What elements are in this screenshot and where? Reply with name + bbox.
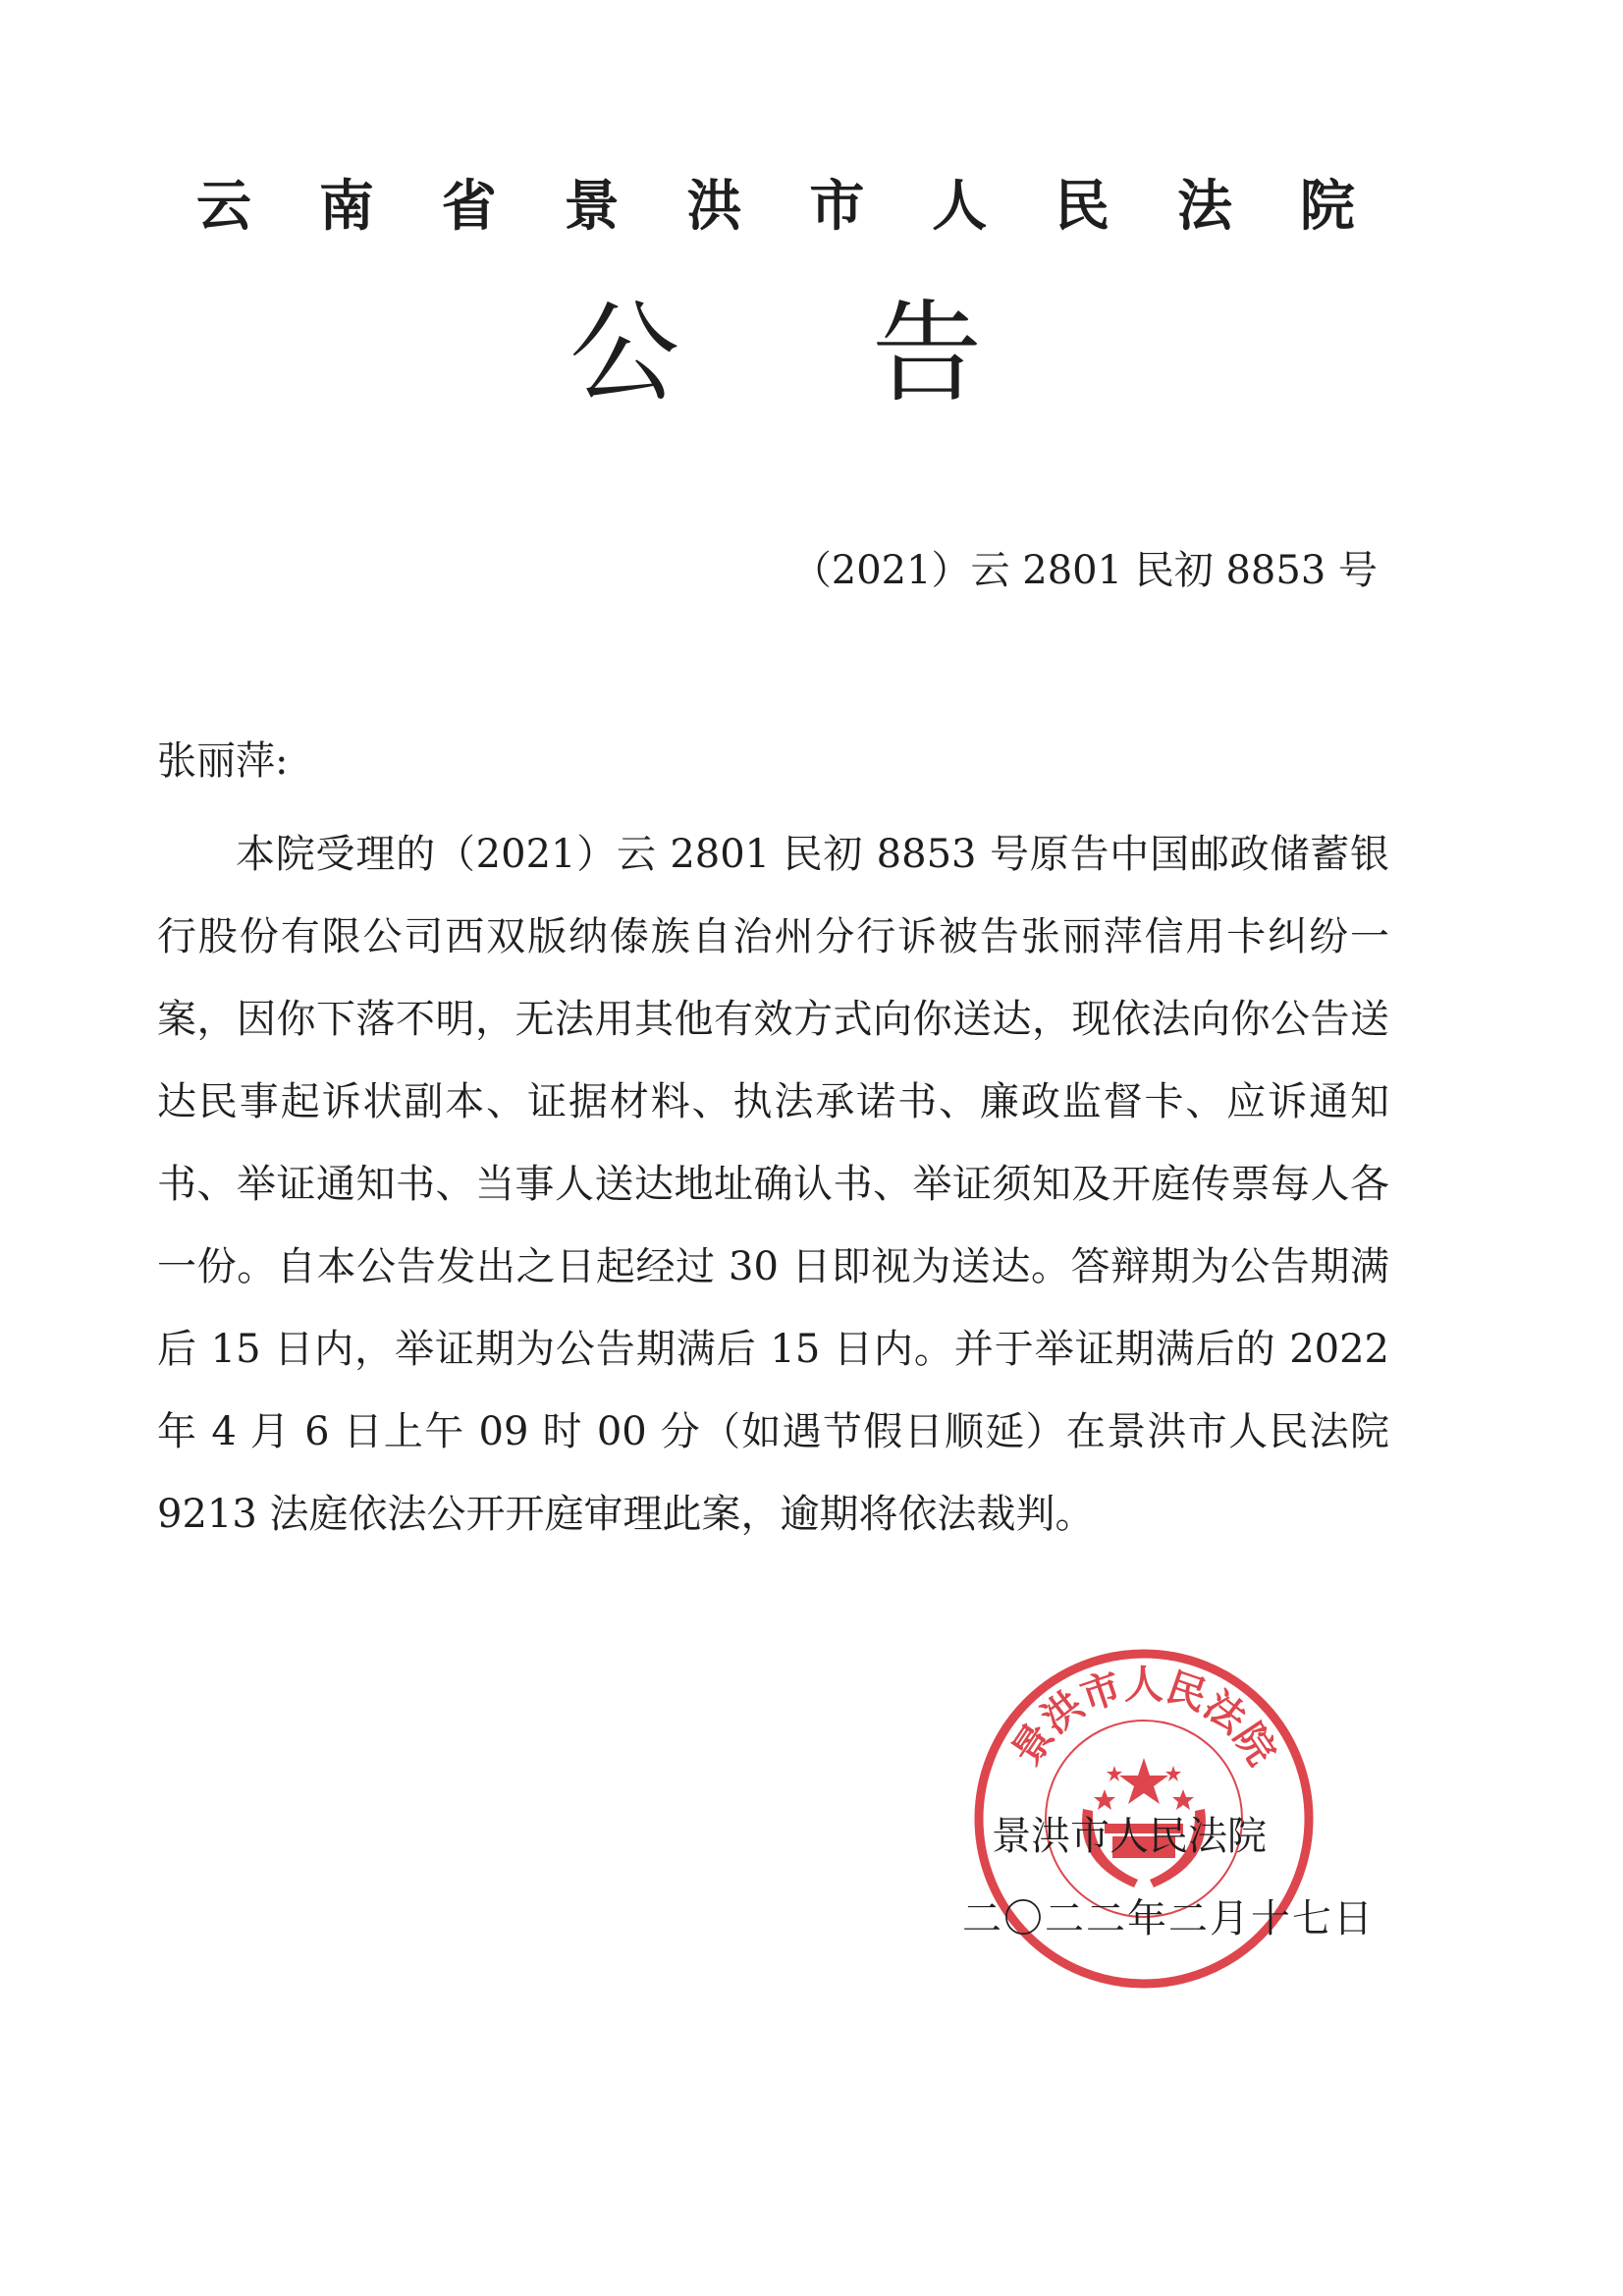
court-name-char: 民	[1055, 174, 1110, 239]
court-name-char: 洪	[686, 174, 742, 239]
addressee: 张丽萍:	[157, 738, 289, 784]
court-name-char: 省	[441, 174, 497, 239]
signing-court: 景洪市人民法院	[992, 1814, 1267, 1859]
court-name-heading	[196, 167, 1355, 246]
court-name-char: 人	[932, 174, 988, 239]
court-name-char: 云	[196, 174, 251, 239]
court-name-char: 市	[809, 174, 865, 239]
court-name-char: 南	[318, 174, 374, 239]
signing-date: 二〇二二年二月十七日	[962, 1896, 1375, 1941]
seal-text: 景洪市人民法院	[1002, 1662, 1285, 1774]
notice-title-char: 公	[569, 290, 679, 417]
notice-title	[569, 280, 982, 427]
notice-title-char: 告	[872, 290, 982, 417]
court-name-char: 院	[1299, 174, 1355, 239]
notice-body: 本院受理的（2021）云 2801 民初 8853 号原告中国邮政储蓄银行股份有限公司西双版纳傣族自治州分行诉被告张丽萍信用卡纠纷一案，因你下落不明，无法用其他有效方式向你送达，现依法向你公告送达民事起诉状副本、证据材料、执法承诺书、廉政监督卡、应诉通知书、举证通知书、当事人送达地址确认书、举证须知及开庭传票每人各一份。自本公告发出之日起经过 30 日即视为送达。答辩期为公告期满后 15 日内，举证期为公告期满后 15 日内。并于举证期满后的 2022 年 4 月 6 日上午 09 时 00 分（如遇节假日顺延）在景洪市人民法院 9213 法庭依法公开开庭审理此案，逾期将依法裁判。	[157, 832, 1389, 1537]
court-name-char: 景	[564, 174, 620, 239]
signature-block	[962, 1795, 1394, 1960]
court-name-char: 法	[1177, 174, 1232, 239]
case-number: （2021）云 2801 民初 8853 号	[791, 548, 1378, 593]
